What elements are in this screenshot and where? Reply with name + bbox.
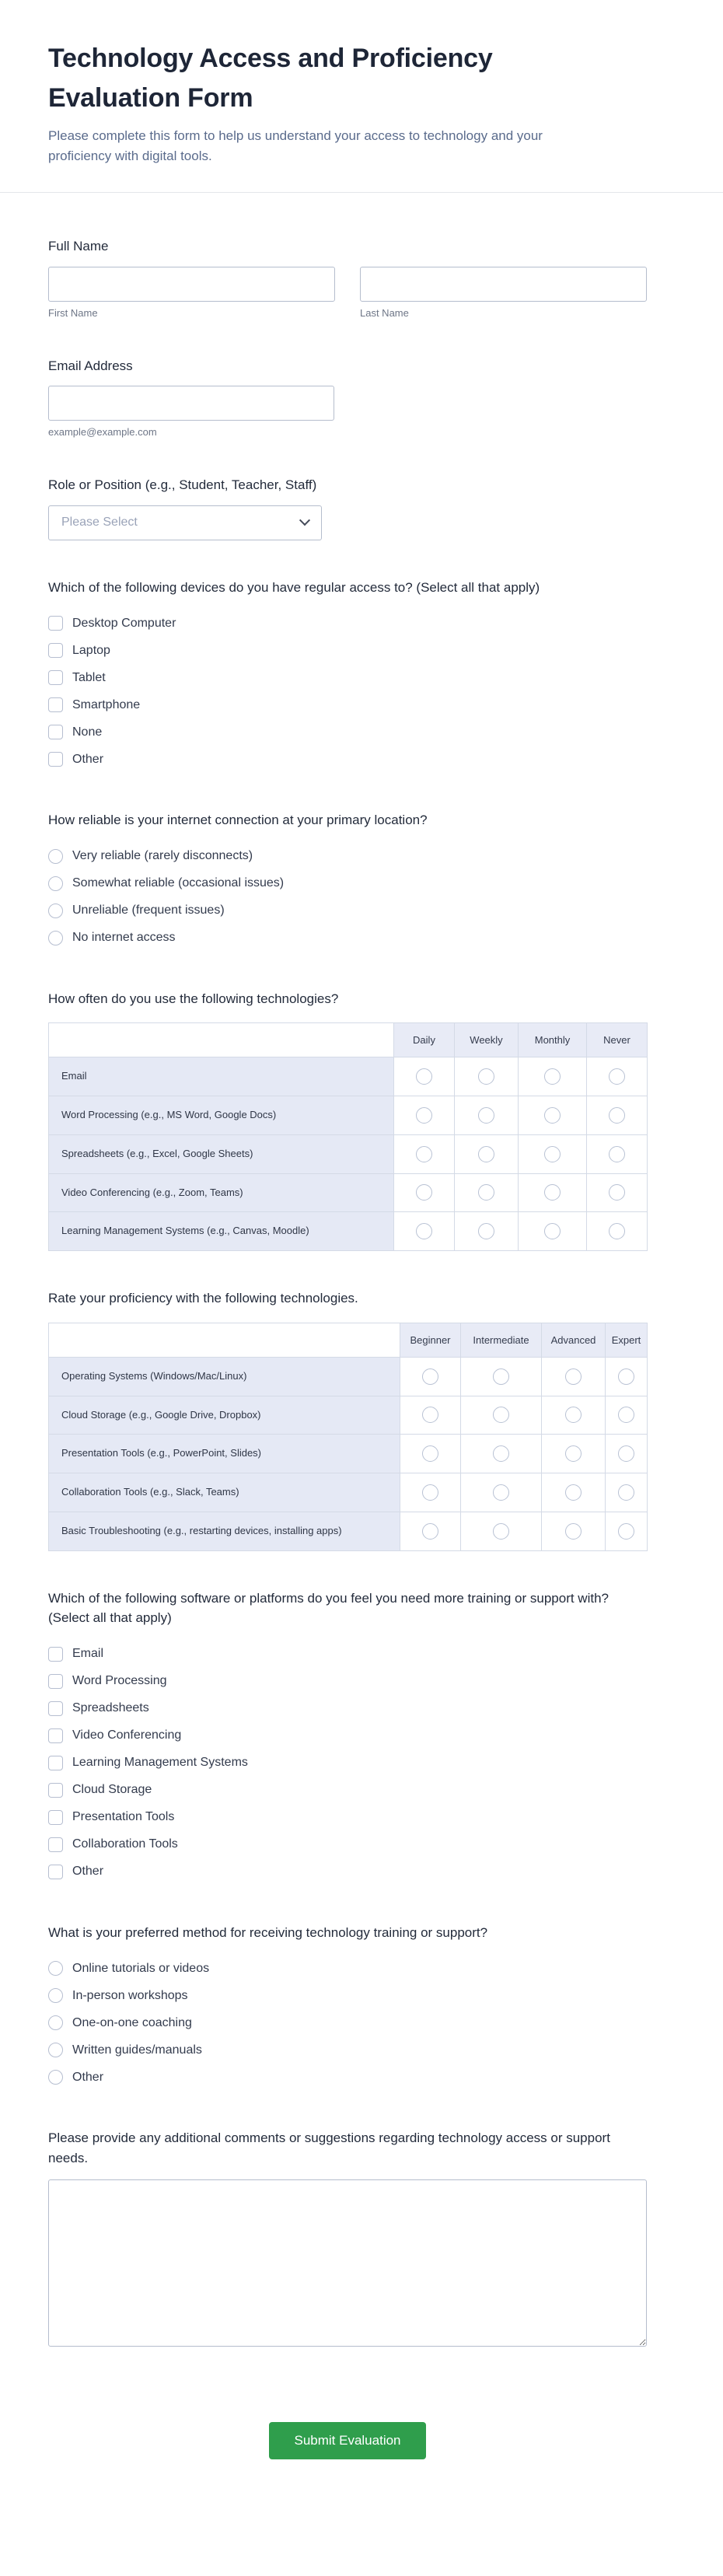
submit-row [48, 2422, 647, 2576]
checkbox-option-label: Spreadsheets [72, 1701, 149, 1715]
first-name-input[interactable] [48, 267, 335, 302]
matrix-row-label: Basic Troubleshooting (e.g., restarting devices, installing apps) [49, 1512, 400, 1551]
checkbox-option-label: Other [72, 752, 104, 766]
radio-option-label: One-on-one coaching [72, 2015, 192, 2029]
radio-option-label: Very reliable (rarely disconnects) [72, 849, 253, 862]
checkbox[interactable] [48, 1837, 63, 1852]
matrix-radio[interactable] [618, 1484, 634, 1501]
checkbox[interactable] [48, 643, 63, 658]
radio-option[interactable] [48, 843, 647, 870]
checkbox[interactable] [48, 1701, 63, 1716]
first-name-group [48, 267, 335, 319]
matrix-radio[interactable] [544, 1146, 561, 1162]
devices-label: Which of the following devices do you have regular access to? (Select all that apply) [48, 579, 540, 595]
matrix-row [49, 1396, 648, 1435]
matrix-radio[interactable] [416, 1146, 432, 1162]
radio-option-label: Written guides/manuals [72, 2043, 202, 2057]
matrix-row [49, 1057, 648, 1096]
radio-option-label: No internet access [72, 931, 176, 944]
matrix-radio[interactable] [493, 1484, 509, 1501]
matrix-radio[interactable] [478, 1068, 494, 1085]
matrix-radio[interactable] [493, 1523, 509, 1540]
matrix-column-header: Daily [394, 1023, 455, 1057]
matrix-row [49, 1357, 648, 1396]
internet-label: How reliable is your internet connection at your primary location? [48, 813, 428, 827]
matrix-row [49, 1096, 648, 1134]
checkbox[interactable] [48, 1756, 63, 1770]
matrix-radio[interactable] [478, 1223, 494, 1239]
checkbox-option[interactable] [48, 610, 647, 637]
devices-options [48, 610, 647, 773]
checkbox-option-label: Video Conferencing [72, 1728, 182, 1742]
radio[interactable] [48, 876, 63, 891]
matrix-column-header: Weekly [455, 1023, 519, 1057]
role-select[interactable] [48, 505, 322, 540]
matrix-row-label: Email [49, 1057, 394, 1096]
preferred-method-label: What is your preferred method for receiving technology training or support? [48, 1924, 488, 1940]
radio-option-label: Other [72, 2070, 104, 2084]
email-sublabel: example@example.com [48, 426, 157, 438]
radio-option-label: Online tutorials or videos [72, 1961, 210, 1975]
matrix-row [49, 1435, 648, 1473]
checkbox-option[interactable] [48, 664, 647, 691]
checkbox-option[interactable] [48, 1695, 647, 1722]
radio[interactable] [48, 849, 63, 864]
training-needs-label: Which of the following software or platforms do you feel you need more training or support with? (Select all that apply) [48, 1590, 609, 1626]
checkbox-option[interactable] [48, 1831, 647, 1858]
radio[interactable] [48, 1961, 63, 1976]
radio[interactable] [48, 2070, 63, 2085]
checkbox[interactable] [48, 616, 63, 631]
matrix-radio[interactable] [544, 1184, 561, 1201]
radio-option[interactable] [48, 2036, 647, 2064]
matrix-radio[interactable] [609, 1223, 625, 1239]
radio-option[interactable] [48, 1982, 647, 2009]
question-preferred-method [48, 1923, 647, 2092]
matrix-column-header: Intermediate [461, 1323, 542, 1357]
comments-textarea[interactable] [48, 2179, 647, 2347]
matrix-radio[interactable] [416, 1107, 432, 1124]
matrix-radio[interactable] [422, 1368, 438, 1385]
matrix-radio[interactable] [422, 1407, 438, 1423]
matrix-row-label: Spreadsheets (e.g., Excel, Google Sheets) [49, 1134, 394, 1173]
matrix-radio[interactable] [618, 1407, 634, 1423]
checkbox-option[interactable] [48, 1641, 647, 1668]
question-devices [48, 578, 647, 774]
question-role [48, 475, 647, 540]
radio-option[interactable] [48, 924, 647, 952]
radio-option[interactable] [48, 897, 647, 924]
matrix-radio[interactable] [618, 1368, 634, 1385]
matrix-radio[interactable] [618, 1523, 634, 1540]
checkbox-option-label: Word Processing [72, 1674, 167, 1688]
checkbox-option[interactable] [48, 1749, 647, 1777]
matrix-radio[interactable] [565, 1445, 582, 1462]
form-body [48, 236, 647, 2576]
training-needs-options [48, 1641, 647, 1886]
checkbox-option-label: Learning Management Systems [72, 1756, 248, 1770]
form-subtitle: Please complete this form to help us understand your access to technology and your proficiency with digital tools. [48, 128, 543, 163]
checkbox[interactable] [48, 1647, 63, 1662]
checkbox-option[interactable] [48, 1668, 647, 1695]
question-email [48, 356, 647, 439]
checkbox-option[interactable] [48, 1804, 647, 1831]
checkbox[interactable] [48, 697, 63, 712]
checkbox-option[interactable] [48, 691, 647, 718]
checkbox-option-label: Smartphone [72, 697, 141, 711]
radio-option[interactable] [48, 1955, 647, 1982]
matrix-row [49, 1473, 648, 1512]
matrix-row [49, 1173, 648, 1212]
matrix-radio[interactable] [609, 1146, 625, 1162]
usage-matrix-table [48, 1022, 648, 1251]
matrix-radio[interactable] [609, 1068, 625, 1085]
matrix-radio[interactable] [493, 1368, 509, 1385]
radio[interactable] [48, 1988, 63, 2003]
last-name-sublabel: Last Name [360, 306, 409, 319]
matrix-row-label: Video Conferencing (e.g., Zoom, Teams) [49, 1173, 394, 1212]
role-label: Role or Position (e.g., Student, Teacher, Staff) [48, 477, 317, 492]
matrix-radio[interactable] [416, 1068, 432, 1085]
checkbox-option-label: Desktop Computer [72, 616, 176, 630]
radio[interactable] [48, 931, 63, 945]
matrix-column-header: Never [587, 1023, 648, 1057]
radio-option[interactable] [48, 2064, 647, 2091]
checkbox-option-label: None [72, 725, 103, 739]
matrix-corner-cell [49, 1023, 394, 1057]
matrix-radio[interactable] [544, 1223, 561, 1239]
last-name-group [360, 267, 647, 319]
checkbox-option-label: Collaboration Tools [72, 1837, 178, 1851]
question-training-needs [48, 1589, 647, 1886]
usage-matrix-label: How often do you use the following technologies? [48, 991, 339, 1006]
full-name-label: Full Name [48, 239, 109, 253]
form-header [0, 0, 723, 193]
radio[interactable] [48, 2043, 63, 2057]
checkbox[interactable] [48, 1728, 63, 1743]
checkbox-option-label: Cloud Storage [72, 1783, 152, 1797]
matrix-row [49, 1512, 648, 1551]
radio-option[interactable] [48, 870, 647, 897]
chevron-down-icon [299, 515, 310, 526]
matrix-radio[interactable] [422, 1484, 438, 1501]
checkbox[interactable] [48, 1810, 63, 1825]
matrix-radio[interactable] [478, 1146, 494, 1162]
matrix-column-header: Advanced [542, 1323, 606, 1357]
matrix-row-label: Collaboration Tools (e.g., Slack, Teams) [49, 1473, 400, 1512]
matrix-header-row [49, 1023, 648, 1057]
matrix-radio[interactable] [544, 1068, 561, 1085]
matrix-row-label: Learning Management Systems (e.g., Canvas, Moodle) [49, 1212, 394, 1251]
role-select-placeholder: Please Select [61, 516, 138, 529]
checkbox-option[interactable] [48, 718, 647, 746]
matrix-corner-cell [49, 1323, 400, 1357]
matrix-row-label: Word Processing (e.g., MS Word, Google Docs) [49, 1096, 394, 1134]
matrix-radio[interactable] [565, 1407, 582, 1423]
checkbox-option[interactable] [48, 1777, 647, 1804]
checkbox[interactable] [48, 670, 63, 685]
matrix-radio[interactable] [422, 1445, 438, 1462]
radio[interactable] [48, 2015, 63, 2030]
radio-option-label: Somewhat reliable (occasional issues) [72, 876, 285, 890]
matrix-radio[interactable] [565, 1368, 582, 1385]
checkbox-option-label: Laptop [72, 643, 110, 657]
checkbox-option[interactable] [48, 1722, 647, 1749]
email-input[interactable] [48, 386, 334, 421]
matrix-radio[interactable] [493, 1407, 509, 1423]
question-proficiency-matrix [48, 1288, 647, 1551]
matrix-column-header: Expert [606, 1323, 648, 1357]
checkbox-option-label: Presentation Tools [72, 1810, 175, 1824]
form-title: Technology Access and Proficiency Evaluation Form [48, 44, 493, 113]
submit-button[interactable]: Submit Evaluation [269, 2422, 425, 2459]
matrix-radio[interactable] [565, 1484, 582, 1501]
matrix-radio[interactable] [544, 1107, 561, 1124]
checkbox[interactable] [48, 725, 63, 739]
checkbox-option[interactable] [48, 637, 647, 664]
comments-label: Please provide any additional comments or suggestions regarding technology access or support needs. [48, 2130, 610, 2165]
matrix-row-label: Cloud Storage (e.g., Google Drive, Dropbox) [49, 1396, 400, 1435]
question-internet-reliability [48, 810, 647, 952]
matrix-column-header: Monthly [519, 1023, 587, 1057]
last-name-input[interactable] [360, 267, 647, 302]
matrix-radio[interactable] [478, 1184, 494, 1201]
first-name-sublabel: First Name [48, 306, 98, 319]
question-usage-matrix [48, 989, 647, 1252]
internet-options [48, 843, 647, 952]
matrix-row-label: Operating Systems (Windows/Mac/Linux) [49, 1357, 400, 1396]
radio[interactable] [48, 904, 63, 918]
matrix-radio[interactable] [609, 1107, 625, 1124]
matrix-radio[interactable] [618, 1445, 634, 1462]
matrix-radio[interactable] [416, 1223, 432, 1239]
checkbox[interactable] [48, 1674, 63, 1689]
matrix-radio[interactable] [493, 1445, 509, 1462]
question-comments [48, 2128, 647, 2351]
matrix-row [49, 1134, 648, 1173]
matrix-radio[interactable] [609, 1184, 625, 1201]
matrix-header-row [49, 1323, 648, 1357]
radio-option-label: In-person workshops [72, 1988, 188, 2002]
radio-option-label: Unreliable (frequent issues) [72, 904, 225, 917]
matrix-row-label: Presentation Tools (e.g., PowerPoint, Slides) [49, 1435, 400, 1473]
matrix-radio[interactable] [422, 1523, 438, 1540]
matrix-column-header: Beginner [400, 1323, 461, 1357]
checkbox-option-label: Email [72, 1647, 104, 1661]
matrix-radio[interactable] [416, 1184, 432, 1201]
preferred-method-options [48, 1955, 647, 2091]
proficiency-matrix-label: Rate your proficiency with the following technologies. [48, 1291, 358, 1306]
email-group [48, 386, 334, 438]
checkbox-option[interactable] [48, 1858, 647, 1886]
checkbox-option-label: Other [72, 1865, 104, 1879]
full-name-inputs [48, 267, 647, 319]
matrix-radio[interactable] [565, 1523, 582, 1540]
checkbox-option-label: Tablet [72, 670, 106, 684]
proficiency-matrix-table [48, 1323, 648, 1551]
checkbox-option[interactable] [48, 746, 647, 773]
checkbox[interactable] [48, 1865, 63, 1879]
radio-option[interactable] [48, 2009, 647, 2036]
matrix-radio[interactable] [478, 1107, 494, 1124]
matrix-row [49, 1212, 648, 1251]
email-label: Email Address [48, 358, 133, 373]
checkbox[interactable] [48, 752, 63, 767]
checkbox[interactable] [48, 1783, 63, 1798]
question-full-name [48, 236, 647, 319]
